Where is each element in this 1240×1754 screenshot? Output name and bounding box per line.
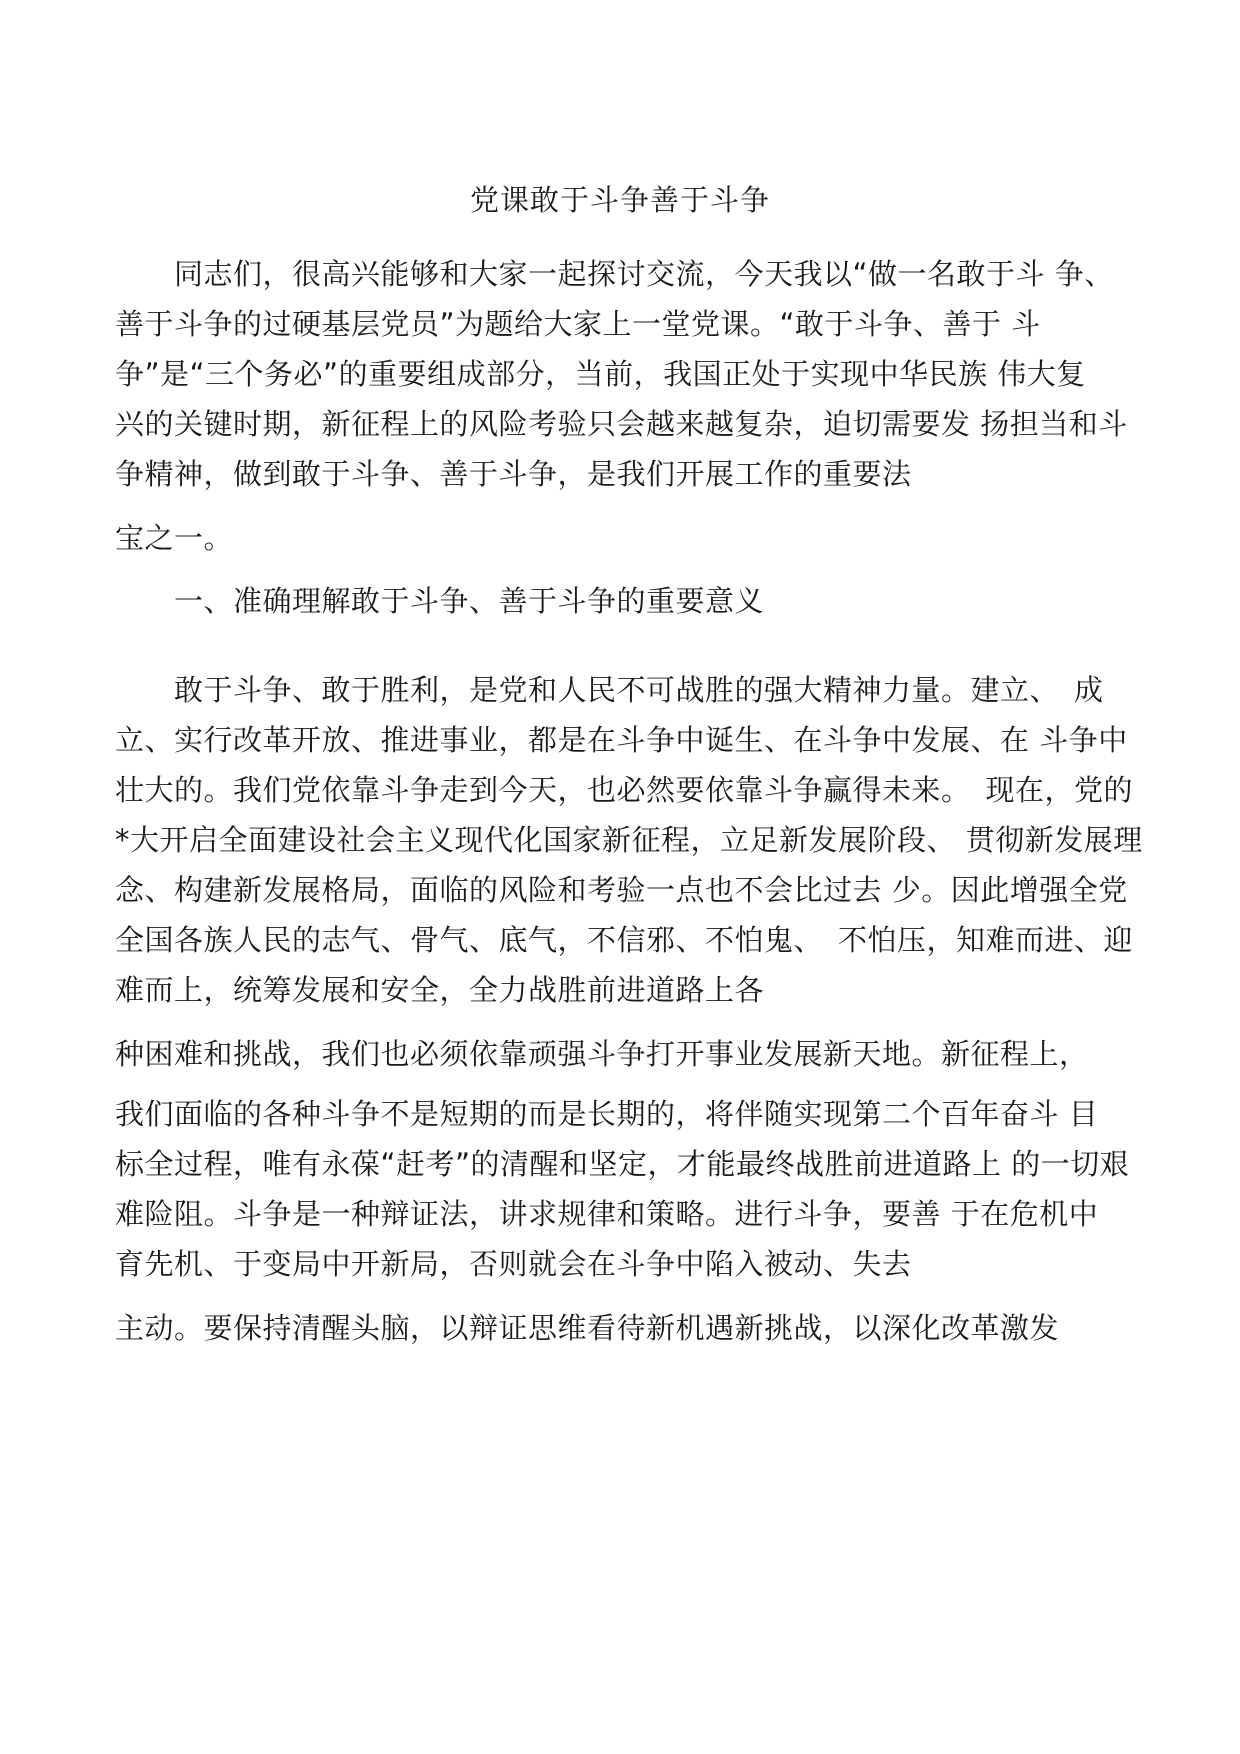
body-line-4: 兴的关键时期，新征程上的风险考验只会越来越复杂，迫切需要发 扬担当和斗 — [115, 407, 1128, 441]
document-title: 党课敢于斗争善于斗争 — [469, 183, 770, 217]
body-line-16: 我们面临的各种斗争不是短期的而是长期的，将伴随实现第二个百年奋斗 目 — [115, 1097, 1099, 1131]
body-line-17: 标全过程，唯有永葆“赶考”的清醒和坚定，才能最终战胜前进道路上 的一切艰 — [115, 1147, 1130, 1181]
body-line-6: 宝之一。 — [115, 521, 234, 555]
body-line-10: 壮大的。我们党依靠斗争走到今天，也必然要依靠斗争赢得未来。 现在，党的 — [115, 773, 1134, 807]
body-line-2: 善于斗争的过硬基层党员”为题给大家上一堂党课。“敢于斗争、善于 斗 — [115, 307, 1041, 341]
section-heading: 一、准确理解敢于斗争、善于斗争的重要意义 — [174, 584, 765, 618]
body-line-20: 主动。要保持清醒头脑，以辩证思维看待新机遇新挑战，以深化改革激发 — [115, 1311, 1060, 1345]
body-line-8: 敢于斗争、敢于胜利，是党和人民不可战胜的强大精神力量。建立、 成 — [174, 673, 1104, 707]
body-line-15: 种困难和挑战，我们也必须依靠顽强斗争打开事业发展新天地。新征程上， — [115, 1037, 1089, 1071]
body-line-18: 难险阻。斗争是一种辩证法，讲求规律和策略。进行斗争，要善 于在危机中 — [115, 1197, 1099, 1231]
body-line-14: 难而上，统筹发展和安全，全力战胜前进道路上各 — [115, 973, 765, 1007]
body-line-9: 立、实行改革开放、推进事业，都是在斗争中诞生、在斗争中发展、在 斗争中 — [115, 723, 1128, 757]
body-line-19: 育先机、于变局中开新局，否则就会在斗争中陷入被动、失去 — [115, 1247, 912, 1281]
body-line-3: 争”是“三个务必”的重要组成部分，当前，我国正处于实现中华民族 伟大复 — [115, 357, 1086, 391]
body-line-5: 争精神，做到敢于斗争、善于斗争，是我们开展工作的重要法 — [115, 457, 912, 491]
body-line-11: *大开启全面建设社会主义现代化国家新征程，立足新发展阶段、 贯彻新发展理 — [115, 823, 1143, 857]
body-line-12: 念、构建新发展格局，面临的风险和考验一点也不会比过去 少。因此增强全党 — [115, 873, 1128, 907]
body-line-13: 全国各族人民的志气、骨气、底气，不信邪、不怕鬼、 不怕压，知难而进、迎 — [115, 923, 1134, 957]
body-line-1: 同志们，很高兴能够和大家一起探讨交流，今天我以“做一名敢于斗 争、 — [174, 257, 1114, 291]
